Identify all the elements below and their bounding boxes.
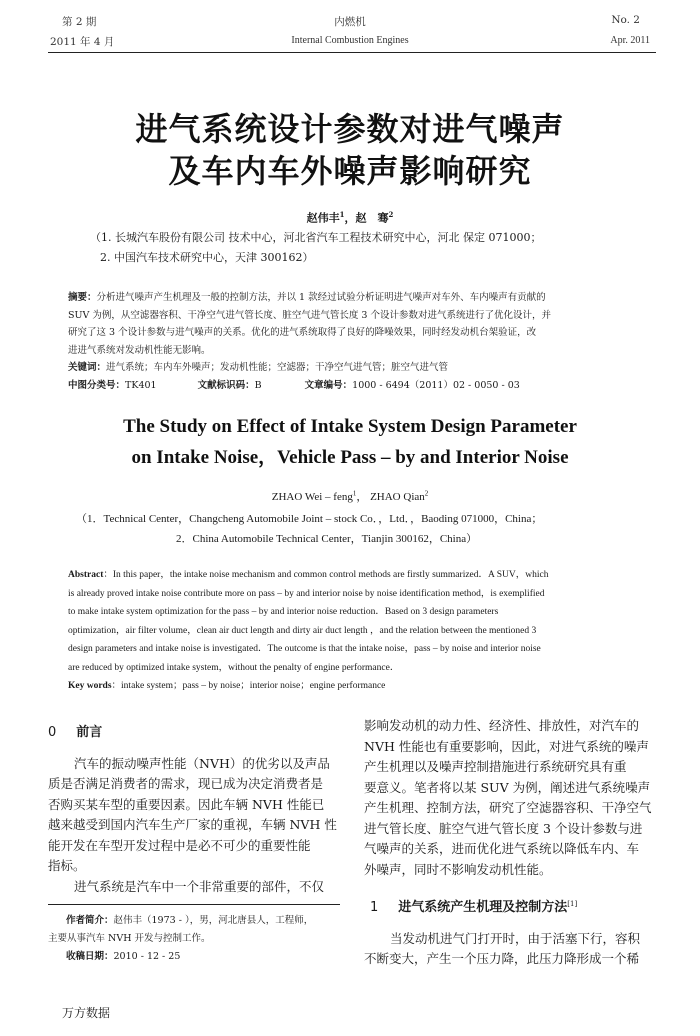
- left-column: 0 前言 汽车的振动噪声性能（NVH）的优劣以及声品 质是否满足消费者的需求，现已成为决定消费者是 否购买某车型的重要因素。因此车辆 NVH 性能已 越来越受到国内汽车生产厂家的重视，车辆 NVH 性 能开发在车型开发过程中是必不可少的重要性能 指标。 进气系统是汽车中一个非常重要的部件，不仅: [48, 722, 340, 897]
- footnote-rule: [48, 904, 340, 905]
- title-en-line1: The Study on Effect of Intake System Design Parameter: [123, 416, 577, 437]
- footnote: 作者简介：赵伟丰（1973 - ），男，河北唐县人，工程师， 主要从事汽车 NVH 开发与控制工作。 收稿日期：2010 - 12 - 25: [48, 915, 314, 962]
- abstract-cn-label: 摘要：: [68, 292, 97, 303]
- right-column: 影响发动机的动力性、经济性、排放性，对汽车的 NVH 性能也有重要影响，因此，对进气系统的噪声 产生机理以及噪声控制措施进行系统研究具有重 要意义。笔者将以某 SUV 为例，阐述进气系统噪声 产生机理、控制方法，研究了空滤器容积、干净空气 进气管长度、脏空气进气管长度 3 个设计参数与进 气噪声的关系，进而优化进气系统以降低车内、车 外噪声，同时不影响发动机性能。 1 进气系统产生机理及控制方法[1] 当发动机进气门打开时，由于活塞下行，容积 不断变大，产生一个压力降，此压力降形成一个稀: [364, 716, 656, 970]
- abstract-en: Abstract：In this paper，the intake noise mechanism and common control methods are firstly summarized．A SUV，which is already proved intake noise contribute more on pass – by and interior noise by noise identification method，is exemplified to make intake system optimization for the pass – by and interior noise reduction．Based on 3 design parameters optimization，air filter volume，clean air duct length and dirty air duct length ，and the relation between the mentioned 3 design parameters and intake noise is investigated．The outcome is that the intake noise，pass – by noise and interior noise are reduced by optimized intake system，without the penalty of engine performance． Key words：intake system；pass – by noise；interior noise；engine performance: [68, 570, 549, 691]
- section-0-heading: 0 前言: [48, 725, 103, 740]
- authors-en: ZHAO Wei – feng$^1$， ZHAO Qian$^2$: [271, 489, 429, 503]
- affiliation-cn-1: （1. 长城汽车股份有限公司 技术中心，河北省汽车工程技术研究中心，河北 保定 071000；: [90, 231, 542, 244]
- header-no: No. 2: [611, 14, 640, 26]
- keywords-en-label: Key words: [68, 681, 112, 691]
- title-cn-line2: 及车内车外噪声影响研究: [168, 152, 532, 190]
- abstract-en-label: Abstract: [68, 570, 104, 580]
- author-cn-1: 赵伟丰: [306, 211, 340, 225]
- header-journal-cn: 内燃机: [334, 16, 366, 28]
- author-cn-2: 赵 骞: [355, 211, 389, 225]
- title-cn-line1: 进气系统设计参数对进气噪声: [135, 110, 565, 148]
- header-rule: [48, 52, 656, 53]
- keywords-en: ：intake system；pass – by noise；interior noise；engine performance: [111, 681, 386, 691]
- affiliation-en-2: 2．China Automobile Technical Center，Tianjin 300162，China）: [176, 533, 478, 545]
- author-cn-2-sup: 2: [388, 210, 394, 219]
- title-en-line2: on Intake Noise，Vehicle Pass – by and Interior Noise: [131, 447, 569, 468]
- header-journal-en: Internal Combustion Engines: [291, 35, 409, 46]
- affiliation-en-1: （1．Technical Center，Changcheng Automobile Joint – stock Co．，Ltd．，Baoding 071000，China；: [76, 513, 543, 525]
- header-issue: 第 2 期: [62, 16, 97, 28]
- affiliation-cn-2: 2. 中国汽车技术研究中心，天津 300162）: [100, 251, 314, 264]
- header-date-en: Apr. 2011: [610, 35, 650, 46]
- classification-row: 中图分类号：TK401 文献标识码：B 文章编号：1000 - 6494（2011）02 - 0050 - 03: [68, 379, 520, 391]
- keywords-cn: 进气系统；车内车外噪声；发动机性能；空滤器；干净空气进气管；脏空气进气管: [106, 362, 449, 373]
- author-cn-1-sup: 1: [339, 210, 345, 219]
- section-1-heading: 1 进气系统产生机理及控制方法[1]: [370, 900, 578, 916]
- abstract-cn: 摘要：分析进气噪声产生机理及一般的控制方法，并以 1 款经过试验分析证明进气噪声对车外、车内噪声有贡献的 SUV 为例，从空滤器容积、干净空气进气管长度、脏空气进气管长度 3 个设计参数对进气系统进行了优化设计，并 研究了这 3 个设计参数与进气噪声的关系。优化的进气系统取得了良好的降噪效果，同时经发动机台架验证，改 进进气系统对发动机性能无影响。 关键词：进气系统；车内车外噪声；发动机性能；空滤器；干净空气进气管；脏空气进气管 中图分类号：TK401 文献标识码：B 文章编号：1000 - 6494（2011）02 - 0050 - 03: [68, 289, 632, 394]
- header-date-cn: 2011 年 4 月: [50, 36, 115, 48]
- watermark: 万方数据: [62, 1006, 111, 1020]
- keywords-cn-label: 关键词：: [68, 362, 107, 373]
- authors-cn: 赵伟丰$^1$，赵 骞$^2$: [306, 210, 394, 225]
